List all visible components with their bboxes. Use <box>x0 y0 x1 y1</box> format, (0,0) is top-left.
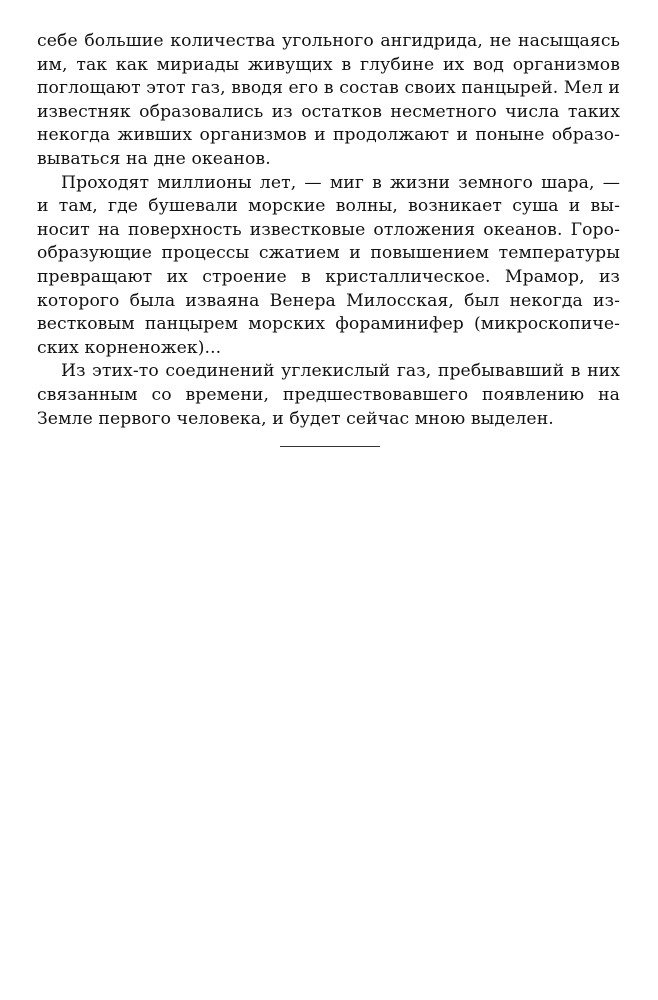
text-line: вестковым панцырем морских фораминифер (микроскопиче- <box>37 314 620 335</box>
text-line: образующие процессы сжатием и повышением температуры <box>37 243 620 264</box>
paragraph-3 <box>37 360 620 431</box>
paragraph-1 <box>37 30 620 172</box>
text-line: Из этих-то соединений углекислый газ, пребывавший в них <box>61 361 620 382</box>
paragraph-2 <box>37 172 620 361</box>
text-line: некогда живших организмов и продолжают и поныне образо- <box>37 125 620 146</box>
text-line: Проходят миллионы лет, — миг в жизни земного шара, — <box>61 172 620 193</box>
text-line: связанным со времени, предшествовавшего появлению на <box>37 384 620 405</box>
section-divider <box>280 446 380 447</box>
text-line: известняк образовались из остатков несметного числа таких <box>37 101 620 122</box>
text-line: превращают их строение в кристаллическое. Мрамор, из <box>37 266 620 287</box>
text-line: вываться на дне океанов. <box>37 148 271 169</box>
text-line: носит на поверхность известковые отложения океанов. Горо- <box>37 219 620 240</box>
text-line: ских корненожек)... <box>37 337 222 358</box>
text-line: которого была изваяна Венера Милосская, был некогда из- <box>37 290 620 311</box>
text-line: и там, где бушевали морские волны, возникает суша и вы- <box>37 196 620 217</box>
text-line: себе большие количества угольного ангидрида, не насыщаясь <box>37 31 620 51</box>
text-line: Земле первого человека, и будет сейчас мною выделен. <box>37 408 554 429</box>
text-line: поглощают этот газ, вводя его в состав своих панцырей. Мел и <box>37 78 620 99</box>
body-text <box>37 30 620 431</box>
text-line: им, так как мириады живущих в глубине их вод организмов <box>37 54 620 75</box>
